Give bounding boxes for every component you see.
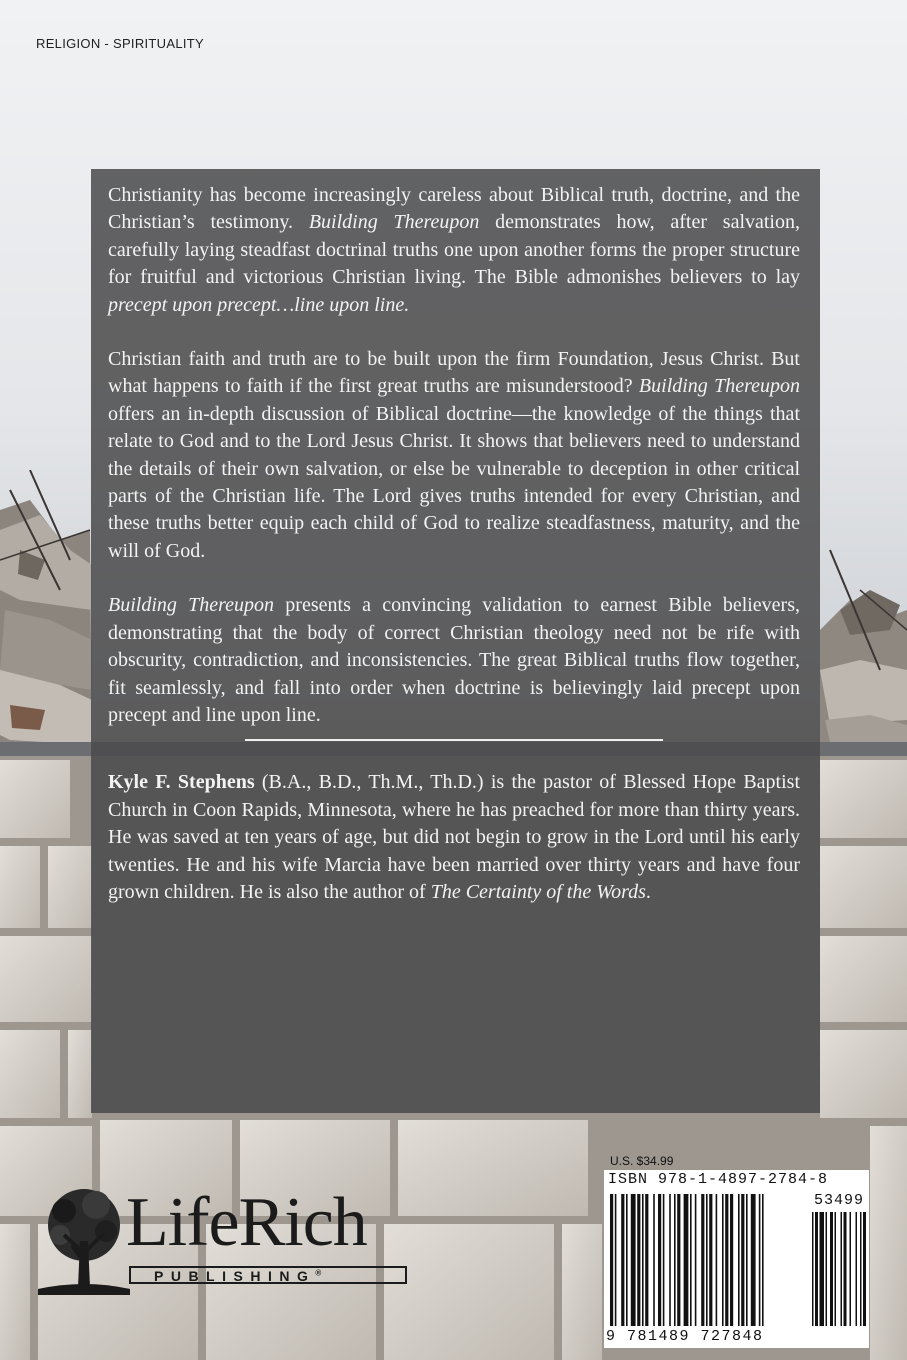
description-paragraph-2: Christian faith and truth are to be built upon the firm Foundation, Jesus Christ. But what happens to faith if the first great truths are misunderstood? Building Thereupon offers an in-depth discussion of Biblical doctrine—the knowledge of the things that relate to God and to the Lord Jesus Christ. It shows that believers need to understand the details of their own salvation, or else be vulnerable to deception in other critical parts of the Christian life. The Lord gives truths intended for every Christian, and these truths better equip each child of God to realize steadfastness, maturity, and the will of God.: [108, 348, 800, 562]
price-code: 53499: [814, 1192, 865, 1209]
author-bio: Kyle F. Stephens (B.A., B.D., Th.M., Th.D.) is the pastor of Blessed Hope Baptist Church in Coon Rapids, Minnesota, where he has preached for more than thirty years. He was saved at ten years of age, but did not begin to grow in the Lord until his early twenties. He and his wife Marcia have been married over thirty years and have four grown children. He is also the author of The Certainty of the Words.: [108, 771, 801, 903]
registered-mark: ®: [315, 1268, 322, 1278]
isbn-text: ISBN 978-1-4897-2784-8: [608, 1171, 829, 1188]
book-title: Building Thereupon: [308, 211, 480, 234]
publisher-subtitle: PUBLISHING®: [154, 1268, 322, 1284]
other-book-title: The Certainty of the Words: [430, 880, 646, 903]
description-paragraph-1: Christianity has become increasingly careless about Biblical truth, doctrine, and the Christian’s testimony. Building Thereupon demonstrates how, after salvation, carefully laying steadfast doctrinal truths one upon another forms the proper structure for fruitful and victorious Christian living. The Bible admonishes believers to lay precept upon precept…line upon line.: [108, 184, 800, 316]
price-label: U.S. $34.99: [610, 1154, 674, 1168]
barcode-icon: [606, 1190, 868, 1330]
category-label: RELIGION - SPIRITUALITY: [36, 36, 204, 51]
ean-number: 9 781489 727848: [606, 1328, 764, 1345]
back-cover-copy: [108, 182, 800, 906]
divider: [245, 739, 663, 741]
book-title: Building Thereupon: [108, 594, 275, 617]
book-title: Building Thereupon: [638, 375, 800, 398]
scripture-quote: precept upon precept…line upon line.: [108, 293, 410, 316]
description-paragraph-3: Building Thereupon presents a convincing validation to earnest Bible believers, demonstrating that the body of correct Christian theology need not be rife with obscurity, contradiction, and inconsistencies. The great Biblical truths flow together, fit seamlessly, and fall into order when doctrine is believingly laid precept upon precept and line upon line.: [108, 594, 801, 726]
author-name: Kyle F. Stephens: [108, 771, 255, 794]
publisher-name: LifeRich: [126, 1184, 367, 1261]
